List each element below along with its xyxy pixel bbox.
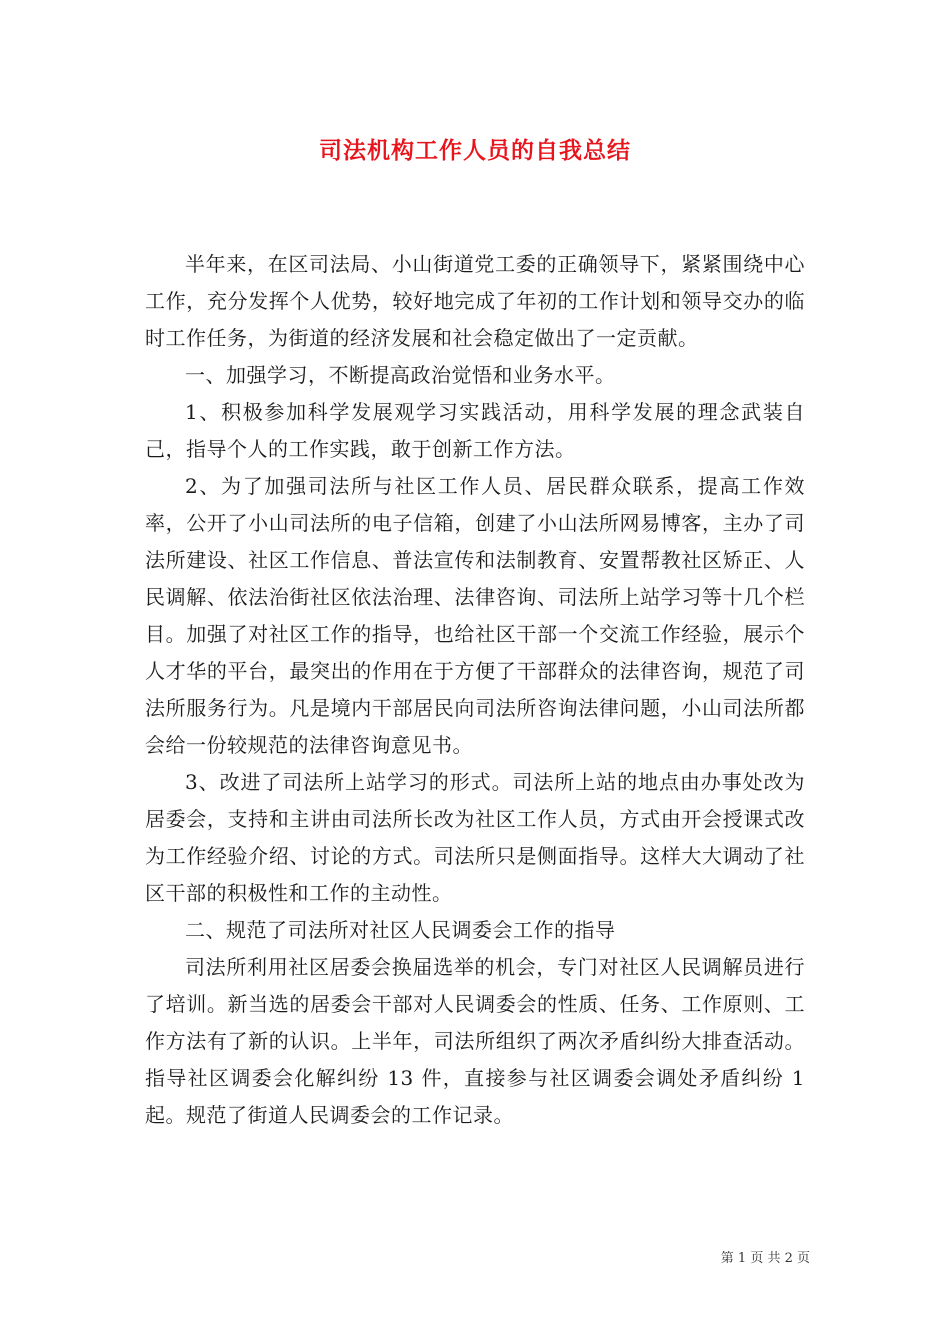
section-heading-1: 一、加强学习，不断提高政治觉悟和业务水平。 xyxy=(185,363,616,387)
section-heading-2: 二、规范了司法所对社区人民调委会工作的指导 xyxy=(185,918,616,942)
paragraph-item-3: 3、改进了司法所上站学习的形式。司法所上站的地点由办事处改为居委会，支持和主讲由司法所长改为社区工作人员，方式由开会授课式改为工作经验介绍、讨论的方式。司法所只是侧面指导。这样大大调动了社区干部的积极性和工作的主动性。 xyxy=(145,770,805,905)
document-body xyxy=(145,246,805,1134)
document-title: 司法机构工作人员的自我总结 xyxy=(319,137,631,164)
page-number: 第 1 页 共 2 页 xyxy=(720,1251,810,1266)
paragraph-mediation: 司法所利用社区居委会换届选举的机会，专门对社区人民调解员进行了培训。新当选的居委会干部对人民调委会的性质、任务、工作原则、工作方法有了新的认识。上半年，司法所组织了两次矛盾纠纷大排查活动。指导社区调委会化解纠纷 13 件，直接参与社区调委会调处矛盾纠纷 1 起。规范了街道人民调委会的工作记录。 xyxy=(145,955,805,1127)
paragraph-item-1: 1、积极参加科学发展观学习实践活动，用科学发展的理念武装自己，指导个人的工作实践，敢于创新工作方法。 xyxy=(145,400,805,461)
paragraph-intro: 半年来，在区司法局、小山街道党工委的正确领导下，紧紧围绕中心工作，充分发挥个人优势，较好地完成了年初的工作计划和领导交办的临时工作任务，为街道的经济发展和社会稳定做出了一定贡献。 xyxy=(145,252,805,350)
paragraph-item-2: 2、为了加强司法所与社区工作人员、居民群众联系，提高工作效率，公开了小山司法所的电子信箱，创建了小山法所网易博客，主办了司法所建设、社区工作信息、普法宣传和法制教育、安置帮教社区矫正、人民调解、依法治街社区依法治理、法律咨询、司法所上站学习等十几个栏目。加强了对社区工作的指导，也给社区干部一个交流工作经验，展示个人才华的平台，最突出的作用在于方便了干部群众的法律咨询，规范了司法所服务行为。凡是境内干部居民向司法所咨询法律问题，小山司法所都会给一份较规范的法律咨询意见书。 xyxy=(145,474,805,757)
